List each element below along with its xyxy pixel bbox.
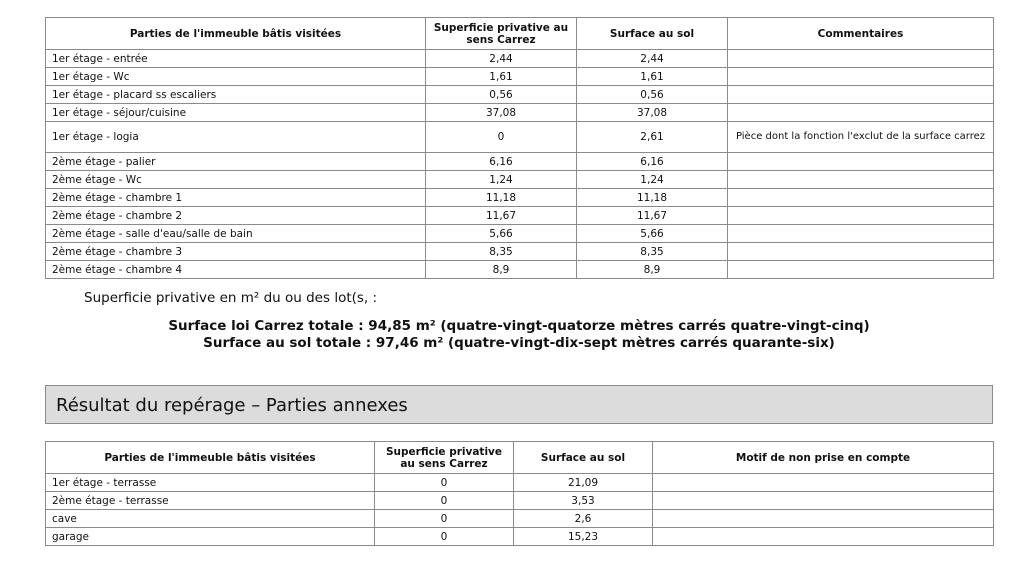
cell-motif [653,492,994,510]
cell-part: 2ème étage - chambre 2 [46,207,426,225]
table-row [46,171,994,189]
header-parts: Parties de l'immeuble bâtis visitées [46,18,426,50]
cell-surface-sol: 3,53 [514,492,653,510]
cell-comment [728,50,994,68]
cell-part: 2ème étage - salle d'eau/salle de bain [46,225,426,243]
header-carrez: Superficie privative au sens Carrez [426,18,577,50]
table-row [46,510,994,528]
table-row [46,68,994,86]
cell-motif [653,528,994,546]
table-row [46,86,994,104]
cell-surface-sol: 21,09 [514,474,653,492]
cell-carrez: 0 [375,528,514,546]
cell-part: 2ème étage - Wc [46,171,426,189]
cell-surface-sol: 1,24 [577,171,728,189]
subtitle: Superficie privative en m² du ou des lot(s, : [84,290,378,306]
cell-carrez: 2,44 [426,50,577,68]
table-row [46,474,994,492]
table-row [46,50,994,68]
cell-surface-sol: 11,18 [577,189,728,207]
cell-carrez: 5,66 [426,225,577,243]
cell-comment [728,225,994,243]
header-carrez: Superficie privative au sens Carrez [375,442,514,474]
cell-part: 2ème étage - chambre 1 [46,189,426,207]
cell-comment [728,153,994,171]
cell-part: 1er étage - terrasse [46,474,375,492]
table-header-row [46,442,994,474]
annexes-table [45,441,994,546]
cell-surface-sol: 11,67 [577,207,728,225]
totals-block [45,318,993,352]
cell-carrez: 1,24 [426,171,577,189]
cell-part: 2ème étage - chambre 4 [46,261,426,279]
cell-surface-sol: 8,35 [577,243,728,261]
cell-part: 2ème étage - chambre 3 [46,243,426,261]
cell-surface-sol: 15,23 [514,528,653,546]
cell-surface-sol: 2,61 [577,122,728,153]
header-surface-sol: Surface au sol [514,442,653,474]
table-row [46,122,994,153]
table-row [46,189,994,207]
cell-carrez: 0,56 [426,86,577,104]
cell-surface-sol: 6,16 [577,153,728,171]
header-parts: Parties de l'immeuble bâtis visitées [46,442,375,474]
header-surface-sol: Surface au sol [577,18,728,50]
cell-surface-sol: 8,9 [577,261,728,279]
cell-part: 1er étage - Wc [46,68,426,86]
table-row [46,261,994,279]
surfaces-table [45,17,994,279]
table-row [46,104,994,122]
cell-carrez: 8,35 [426,243,577,261]
cell-comment [728,68,994,86]
total-carrez: Surface loi Carrez totale : 94,85 m² (quatre-vingt-quatorze mètres carrés quatre-vingt-cinq) [168,318,870,334]
table-header-row [46,18,994,50]
cell-motif [653,474,994,492]
cell-part: 2ème étage - palier [46,153,426,171]
header-motif: Motif de non prise en compte [653,442,994,474]
cell-carrez: 0 [375,474,514,492]
cell-carrez: 8,9 [426,261,577,279]
cell-comment [728,261,994,279]
cell-surface-sol: 5,66 [577,225,728,243]
cell-part: 1er étage - logia [46,122,426,153]
cell-surface-sol: 0,56 [577,86,728,104]
cell-part: 1er étage - placard ss escaliers [46,86,426,104]
table-row [46,225,994,243]
section-header [45,385,993,424]
cell-carrez: 0 [375,492,514,510]
header-comments: Commentaires [728,18,994,50]
table-row [46,243,994,261]
cell-part: garage [46,528,375,546]
cell-carrez: 0 [375,510,514,528]
cell-comment [728,104,994,122]
cell-comment [728,189,994,207]
cell-part: cave [46,510,375,528]
cell-surface-sol: 37,08 [577,104,728,122]
cell-carrez: 6,16 [426,153,577,171]
cell-motif [653,510,994,528]
table-row [46,153,994,171]
cell-surface-sol: 2,44 [577,50,728,68]
table-row [46,207,994,225]
cell-surface-sol: 2,6 [514,510,653,528]
section-title: Résultat du repérage – Parties annexes [56,395,408,416]
table-row [46,528,994,546]
cell-surface-sol: 1,61 [577,68,728,86]
cell-comment [728,171,994,189]
cell-comment [728,243,994,261]
cell-carrez: 11,18 [426,189,577,207]
cell-part: 1er étage - séjour/cuisine [46,104,426,122]
cell-comment: Pièce dont la fonction l'exclut de la surface carrez [728,122,994,153]
cell-carrez: 1,61 [426,68,577,86]
cell-carrez: 0 [426,122,577,153]
cell-part: 2ème étage - terrasse [46,492,375,510]
table-row [46,492,994,510]
cell-carrez: 11,67 [426,207,577,225]
cell-part: 1er étage - entrée [46,50,426,68]
cell-carrez: 37,08 [426,104,577,122]
cell-comment [728,86,994,104]
cell-comment [728,207,994,225]
total-sol: Surface au sol totale : 97,46 m² (quatre-vingt-dix-sept mètres carrés quarante-six) [203,335,835,351]
